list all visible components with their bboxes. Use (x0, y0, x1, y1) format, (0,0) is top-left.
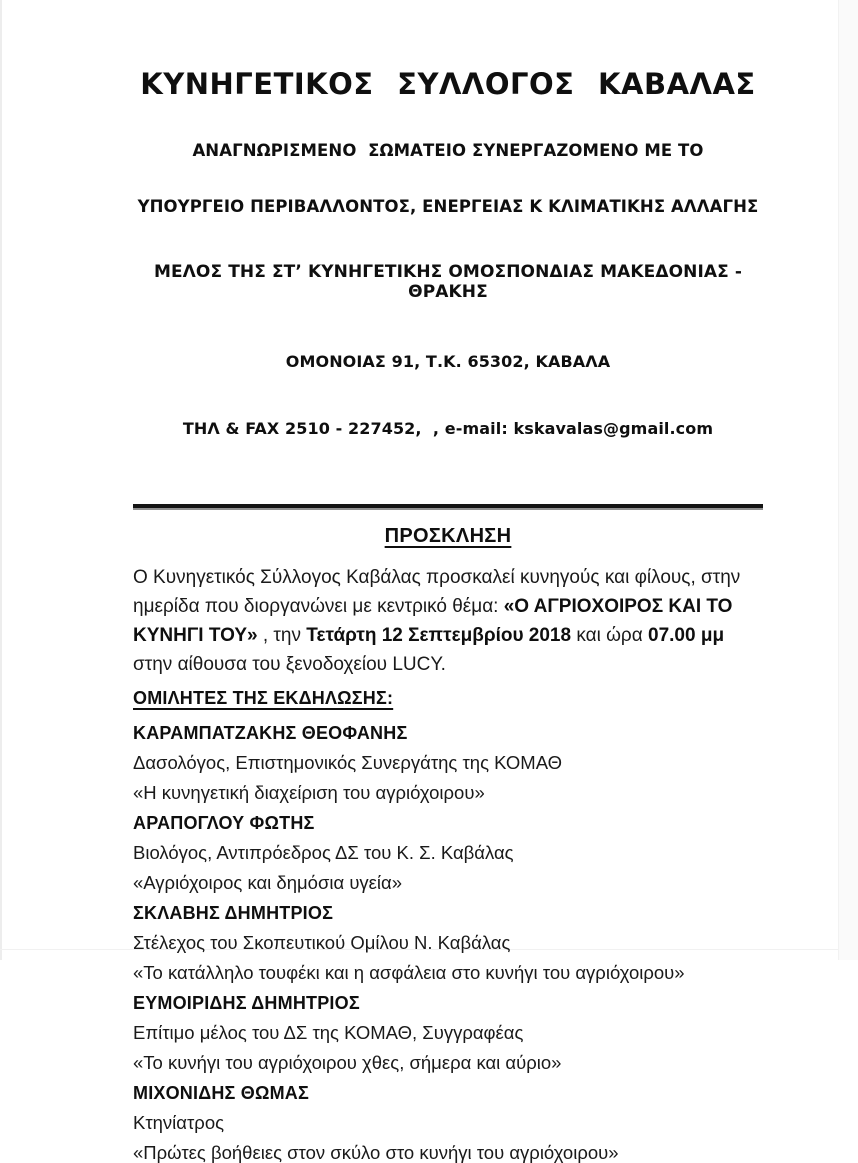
speaker-role: Δασολόγος, Επιστημονικός Συνεργάτης της ΚΟΜΑΘ (133, 752, 563, 773)
speaker-role: Βιολόγος, Αντιπρόεδρος ΔΣ του Κ. Σ. Καβάλας (133, 842, 514, 863)
paragraph-segment: και ώρα (576, 625, 649, 646)
address-line: ΟΜΟΝΟΙΑΣ 91, Τ.Κ. 65302, ΚΑΒΑΛΑ (285, 352, 611, 371)
speaker-entry (133, 1083, 763, 1163)
speaker-topic: «Πρώτες βοήθειες στον σκύλο στο κυνήγι του αγριόχοιρου» (133, 1142, 619, 1163)
divider-light-line (133, 508, 763, 510)
header-divider (133, 504, 763, 510)
speaker-topic: «Αγριόχοιρος και δημόσια υγεία» (133, 872, 403, 893)
speaker-topic: «Το κατάλληλο τουφέκι και η ασφάλεια στο κυνήγι του αγριόχοιρου» (133, 962, 685, 983)
speaker-name: ΣΚΛΑΒΗΣ ΔΗΜΗΤΡΙΟΣ (133, 903, 334, 923)
speakers-heading: ΟΜΙΛΗΤΕΣ ΤΗΣ ΕΚΔΗΛΩΣΗΣ: (133, 688, 394, 708)
paragraph-segment: 07.00 μμ (648, 625, 725, 646)
speakers-list (133, 723, 763, 1163)
speaker-name: ΕΥΜΟΙΡΙΔΗΣ ΔΗΜΗΤΡΙΟΣ (133, 993, 360, 1013)
document-content (133, 0, 763, 1163)
paragraph-segment: «Ο ΑΓΡΙΟΧΟΙΡΟΣ ΚΑΙ ΤΟ ΚΥΝΗΓΙ ΤΟΥ» (133, 596, 733, 646)
paragraph-segment: Ο Κυνηγετικός Σύλλογος Καβάλας προσκαλεί κυνηγούς και φίλους, στην ημερίδα που διοργανώνει με κεντρικό θέμα: (133, 567, 741, 617)
recognition-line-1: ΑΝΑΓΝΩΡΙΣΜΕΝΟ ΣΩΜΑΤΕΙΟ ΣΥΝΕΡΓΑΖΟΜΕΝΟ ΜΕ ΤΟ (192, 141, 704, 160)
paragraph-segment: , την (262, 625, 307, 646)
speaker-role: Κτηνίατρος (133, 1112, 225, 1133)
speaker-entry (133, 723, 763, 803)
speaker-name: ΚΑΡΑΜΠΑΤΖΑΚΗΣ ΘΕΟΦΑΝΗΣ (133, 723, 408, 743)
speaker-role: Επίτιμο μέλος του ΔΣ της ΚΟΜΑΘ, Συγγραφέας (133, 1022, 524, 1043)
recognition-line-2: ΥΠΟΥΡΓΕΙΟ ΠΕΡΙΒΑΛΛΟΝΤΟΣ, ΕΝΕΡΓΕΙΑΣ Κ ΚΛΙΜΑΤΙΚΗΣ ΑΛΛΑΓΗΣ (137, 197, 759, 216)
letterhead (133, 0, 763, 475)
speaker-entry (133, 903, 763, 983)
org-name: ΚΥΝΗΓΕΤΙΚΟΣ ΣΥΛΛΟΓΟΣ ΚΑΒΑΛΑΣ (140, 67, 756, 101)
invitation-paragraph (133, 563, 763, 679)
paragraph-segment: Τετάρτη 12 Σεπτεμβρίου 2018 (306, 625, 572, 646)
speaker-entry (133, 993, 763, 1073)
speaker-name: ΑΡΑΠΟΓΛΟΥ ΦΩΤΗΣ (133, 813, 315, 833)
speaker-name: ΜΙΧΟΝΙΔΗΣ ΘΩΜΑΣ (133, 1083, 309, 1103)
scan-edge-left (0, 0, 2, 960)
speaker-topic: «Η κυνηγετική διαχείριση του αγριόχοιρου» (133, 782, 485, 803)
scan-edge-right (838, 0, 858, 960)
paragraph-segment: στην αίθουσα του ξενοδοχείου LUCY. (133, 654, 446, 675)
contact-line: ΤΗΛ & FAX 2510 - 227452, , e-mail: kskavalas@gmail.com (182, 419, 714, 438)
speaker-topic: «Το κυνήγι του αγριόχοιρου χθες, σήμερα και αύριο» (133, 1052, 562, 1073)
membership-line: ΜΕΛΟΣ ΤΗΣ ΣΤ’ ΚΥΝΗΓΕΤΙΚΗΣ ΟΜΟΣΠΟΝΔΙΑΣ ΜΑΚΕΔΟΝΙΑΣ - ΘΡΑΚΗΣ (153, 262, 749, 302)
invitation-title: ΠΡΟΣΚΛΗΣΗ (384, 525, 512, 547)
speaker-role: Στέλεχος του Σκοπευτικού Ομίλου Ν. Καβάλας (133, 932, 511, 953)
speaker-entry (133, 813, 763, 893)
